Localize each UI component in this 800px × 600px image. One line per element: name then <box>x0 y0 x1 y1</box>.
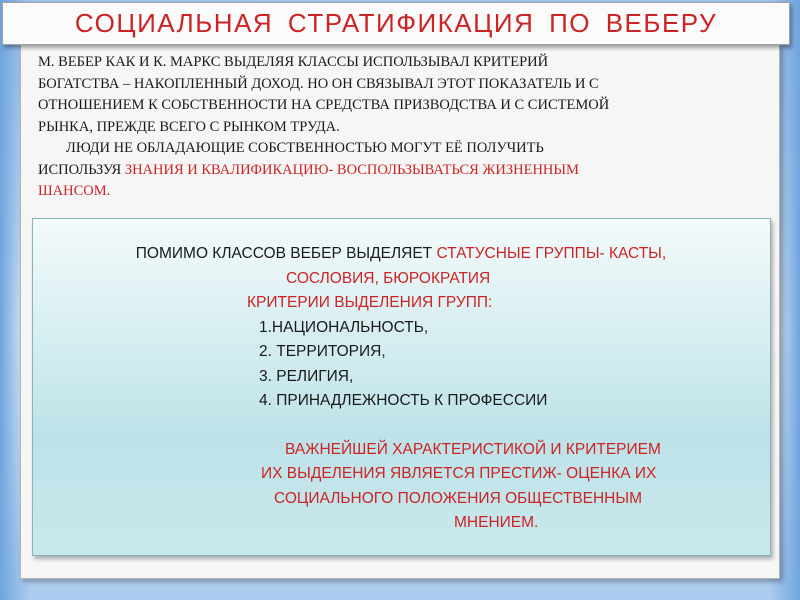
top-line-1: М. ВЕБЕР КАК И К. МАРКС ВЫДЕЛЯЯ КЛАССЫ ИСПОЛЬЗЫВАЛ КРИТЕРИЙ <box>38 54 549 70</box>
intro-line-1 <box>40 242 762 267</box>
spacer <box>40 414 762 438</box>
slide-title-bar <box>2 2 790 45</box>
top-line-6 <box>38 160 766 182</box>
criteria-heading: КРИТЕРИИ ВЫДЕЛЕНИЯ ГРУПП: <box>247 294 493 311</box>
criteria-item: 2. ТЕРРИТОРИЯ, <box>259 343 386 360</box>
top-line-7: ШАНСОМ. <box>38 183 111 199</box>
slide-title: СОЦИАЛЬНАЯ СТРАТИФИКАЦИЯ ПО ВЕБЕРУ <box>74 8 718 38</box>
top-line-3: ОТНОШЕНИЕМ К СОБСТВЕННОСТИ НА СРЕДСТВА ПРИЗВОДСТВА И С СИСТЕМОЙ <box>38 97 610 113</box>
criteria-item: 1.НАЦИОНАЛЬНОСТЬ, <box>259 318 429 336</box>
intro-red: СТАТУСНЫЕ ГРУППЫ- КАСТЫ, <box>436 245 667 262</box>
conclusion-line-3: СОЦИАЛЬНОГО ПОЛОЖЕНИЯ ОБЩЕСТВЕННЫМ <box>274 489 643 507</box>
top-line-6-red: ЗНАНИЯ И КВАЛИФИКАЦИЮ- ВОСПОЛЬЗЫВАТЬСЯ ЖИЗНЕННЫМ <box>124 161 579 178</box>
top-line-4: РЫНКА, ПРЕЖДЕ ВСЕГО С РЫНКОМ ТРУДА. <box>38 118 340 135</box>
top-line-2: БОГАТСТВА – НАКОПЛЕННЫЙ ДОХОД. НО ОН СВЯЗЫВАЛ ЭТОТ ПОКАЗАТЕЛЬ И С <box>38 75 599 92</box>
status-groups-content <box>40 242 762 536</box>
conclusion-line-4: МНЕНИЕМ. <box>454 514 539 531</box>
top-paragraph <box>38 52 766 203</box>
intro-black: ПОМИМО КЛАССОВ ВЕБЕР ВЫДЕЛЯЕТ <box>135 245 437 262</box>
criteria-item: 4. ПРИНАДЛЕЖНОСТЬ К ПРОФЕССИИ <box>259 392 548 409</box>
top-line-6-black: ИСПОЛЬЗУЯ <box>38 161 125 178</box>
top-line-5: ЛЮДИ НЕ ОБЛАДАЮЩИЕ СОБСТВЕННОСТЬЮ МОГУТ ЕЁ ПОЛУЧИТЬ <box>66 140 544 156</box>
conclusion-line-1: ВАЖНЕЙШЕЙ ХАРАКТЕРИСТИКОЙ И КРИТЕРИЕМ <box>285 440 661 458</box>
conclusion-line-2: ИХ ВЫДЕЛЕНИЯ ЯВЛЯЕТСЯ ПРЕСТИЖ- ОЦЕНКА ИХ <box>261 465 657 482</box>
intro-line-2: СОСЛОВИЯ, БЮРОКРАТИЯ <box>286 269 491 287</box>
criteria-item: 3. РЕЛИГИЯ, <box>259 367 354 385</box>
